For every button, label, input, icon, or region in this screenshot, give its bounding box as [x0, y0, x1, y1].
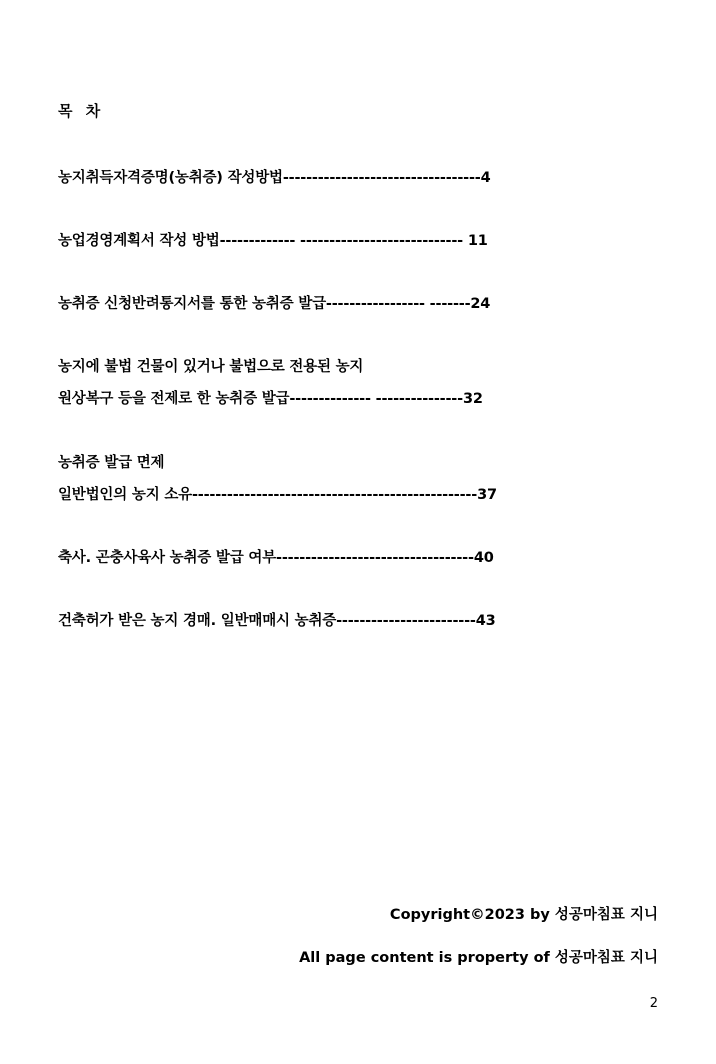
- toc-entry-6: [58, 546, 494, 567]
- toc-entry-text: 일반법인의 농지 소유: [58, 487, 192, 503]
- toc-entry-text: 농취증 신청반려통지서를 통한 농취증 발급: [58, 296, 326, 312]
- toc-entry-4a: [58, 355, 363, 376]
- toc-entry-page: 4: [480, 170, 491, 186]
- toc-entry-1: [58, 166, 491, 187]
- toc-entry-text: 건축허가 받은 농지 경매. 일반매매시 농취증: [58, 613, 337, 629]
- toc-entry-page: 43: [475, 613, 496, 629]
- toc-entry-page: 32: [462, 391, 483, 407]
- toc-title: 목 차: [58, 102, 105, 120]
- toc-entry-page: 11: [462, 233, 488, 249]
- toc-entry-leader: ------------------------: [336, 613, 476, 629]
- toc-entry-page: 37: [477, 487, 497, 503]
- toc-entry-text: 농업경영계획서 작성 방법: [58, 233, 220, 249]
- toc-entry-5b: [58, 483, 497, 504]
- toc-entry-text: 농지취득자격증명(농취증) 작성방법: [58, 170, 283, 186]
- toc-entry-5a: [58, 451, 164, 472]
- toc-entry-7: [58, 609, 496, 630]
- toc-entry-leader: ------------- ----------------------------: [219, 233, 463, 249]
- toc-entry-text: 농지에 불법 건물이 있거나 불법으로 전용된 농지: [58, 359, 364, 375]
- toc-entry-leader: ----------------- -------: [325, 296, 471, 312]
- toc-entry-4b: [58, 387, 483, 408]
- toc-entry-text: 원상복구 등을 전제로 한 농취증 발급: [58, 391, 290, 407]
- property-line: All page content is property of 성공마침표 지니: [299, 950, 658, 966]
- toc-entry-page: 40: [473, 550, 494, 566]
- toc-entry-page: 24: [470, 296, 491, 312]
- toc-entry-2: [58, 229, 488, 250]
- copyright-line: Copyright©2023 by 성공마침표 지니: [389, 907, 658, 923]
- toc-entry-leader: ----------------------------------: [282, 170, 481, 186]
- toc-entry-text: 축사. 곤충사육사 농취증 발급 여부: [58, 550, 276, 566]
- toc-entry-leader: -------------------------------------------------: [191, 487, 478, 503]
- toc-entry-leader: ----------------------------------: [276, 550, 474, 566]
- toc-entry-leader: -------------- ---------------: [289, 391, 463, 407]
- toc-entry-3: [58, 292, 490, 313]
- page-number: 2: [649, 996, 658, 1011]
- toc-entry-text: 농취증 발급 면제: [58, 455, 165, 471]
